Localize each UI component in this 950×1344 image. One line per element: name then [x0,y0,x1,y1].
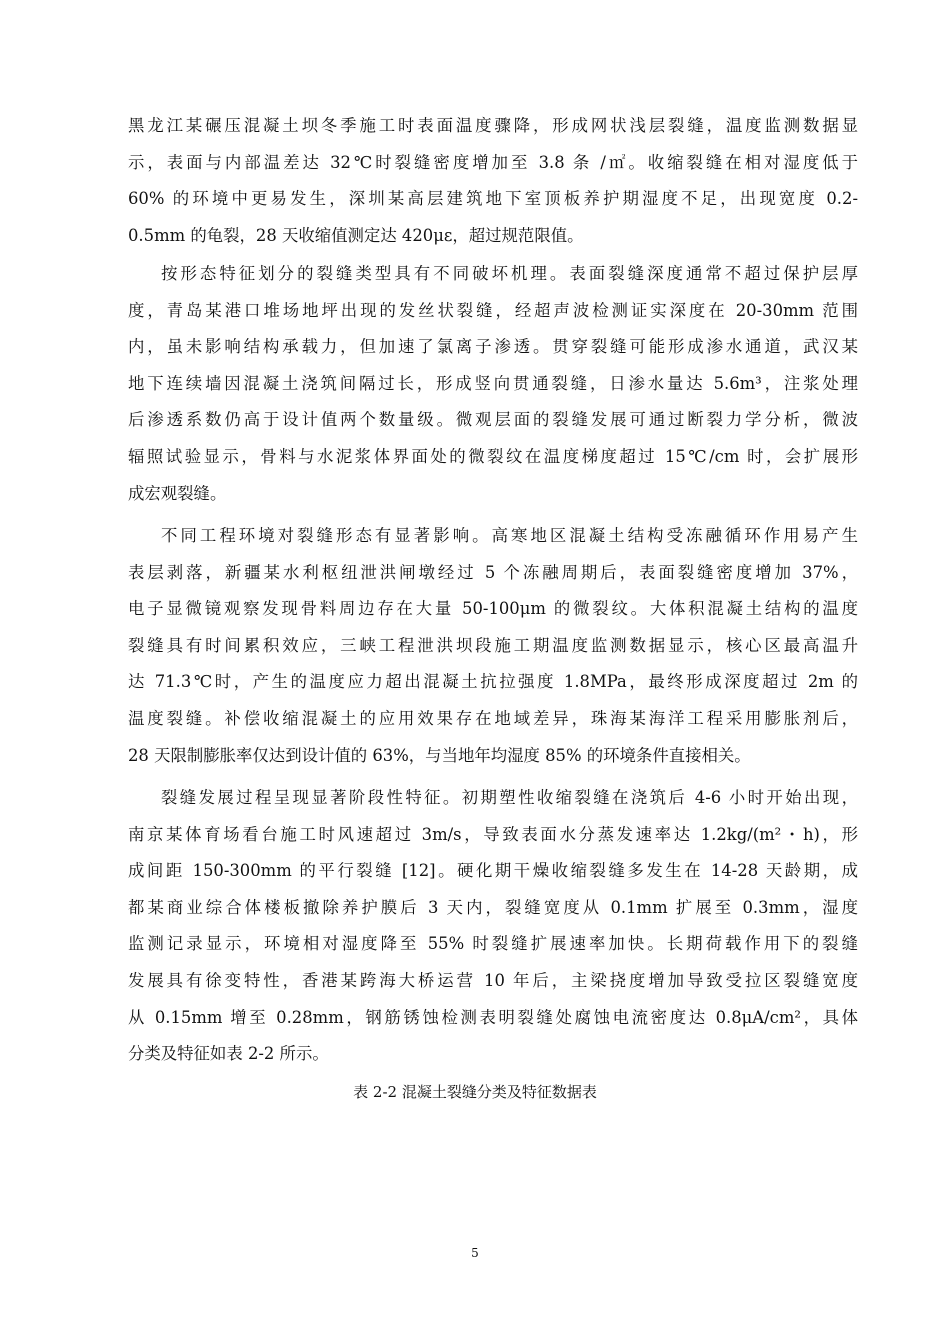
page-number: 5 [471,1246,479,1260]
paragraph-crack-morphology [128,256,858,512]
text-line: 分类及特征如表 2-2 所示。 [128,1044,329,1064]
text-line: 内，虽未影响结构承载力，但加速了氯离子渗透。贯穿裂缝可能形成渗水通道，武汉某 [128,337,858,357]
text-line: 黑龙江某碾压混凝土坝冬季施工时表面温度骤降，形成网状浅层裂缝，温度监测数据显 [128,116,858,135]
text-line: 度，青岛某港口堆场地坪出现的发丝状裂缝，经超声波检测证实深度在 20-30mm 范围 [128,300,858,320]
paragraph-engineering-environment [128,518,858,774]
text-line: 表层剥落，新疆某水利枢纽泄洪闸墩经过 5 个冻融周期后，表面裂缝密度增加 37%， [128,562,858,582]
paragraph-thermal-shrinkage-cracks [128,108,858,254]
text-line: 成间距 150-300mm 的平行裂缝 [12]。硬化期干燥收缩裂缝多发生在 14-28 天龄期，成 [128,861,858,881]
text-line: 示，表面与内部温差达 32℃时裂缝密度增加至 3.8 条 /㎡。收缩裂缝在相对湿度低于 [128,152,858,172]
text-line: 按形态特征划分的裂缝类型具有不同破坏机理。表面裂缝深度通常不超过保护层厚 [161,264,858,283]
text-line: 裂缝发展过程呈现显著阶段性特征。初期塑性收缩裂缝在浇筑后 4-6 小时开始出现， [161,788,858,807]
text-line: 南京某体育场看台施工时风速超过 3m/s，导致表面水分蒸发速率达 1.2kg/(m²・h)，形 [128,824,858,844]
text-line: 地下连续墙因混凝土浇筑间隔过长，形成竖向贯通裂缝，日渗水量达 5.6m³，注浆处理 [128,373,858,393]
table-caption: 表 2-2 混凝土裂缝分类及特征数据表 [353,1083,597,1101]
text-line: 成宏观裂缝。 [128,483,227,503]
paragraph-crack-development-stages [128,780,858,1073]
text-line: 监测记录显示，环境相对湿度降至 55% 时裂缝扩展速率加快。长期荷载作用下的裂缝 [128,934,858,954]
text-line: 温度裂缝。补偿收缩混凝土的应用效果存在地域差异，珠海某海洋工程采用膨胀剂后， [128,708,858,728]
text-line: 都某商业综合体楼板撤除养护膜后 3 天内，裂缝宽度从 0.1mm 扩展至 0.3mm，湿度 [128,897,858,917]
text-line: 从 0.15mm 增至 0.28mm，钢筋锈蚀检测表明裂缝处腐蚀电流密度达 0.8μA/cm²，具体 [128,1007,858,1027]
text-line: 60% 的环境中更易发生，深圳某高层建筑地下室顶板养护期湿度不足，出现宽度 0.2- [128,189,858,209]
text-line: 裂缝具有时间累积效应，三峡工程泄洪坝段施工期温度监测数据显示，核心区最高温升 [128,635,858,655]
text-line: 28 天限制膨胀率仅达到设计值的 63%，与当地年均湿度 85% 的环境条件直接相关。 [128,745,751,765]
text-line: 电子显微镜观察发现骨料周边存在大量 50-100μm 的微裂纹。大体积混凝土结构的温度 [128,599,858,619]
text-line: 达 71.3℃时，产生的温度应力超出混凝土抗拉强度 1.8MPa，最终形成深度超过 2m 的 [128,672,858,692]
text-line: 辐照试验显示，骨料与水泥浆体界面处的微裂纹在温度梯度超过 15℃/cm 时，会扩展形 [128,446,858,466]
text-line: 不同工程环境对裂缝形态有显著影响。高寒地区混凝土结构受冻融循环作用易产生 [161,526,858,545]
text-line: 发展具有徐变特性，香港某跨海大桥运营 10 年后，主梁挠度增加导致受拉区裂缝宽度 [128,970,858,990]
text-line: 0.5mm 的龟裂，28 天收缩值测定达 420με，超过规范限值。 [128,225,584,245]
text-line: 后渗透系数仍高于设计值两个数量级。微观层面的裂缝发展可通过断裂力学分析，微波 [128,410,858,430]
